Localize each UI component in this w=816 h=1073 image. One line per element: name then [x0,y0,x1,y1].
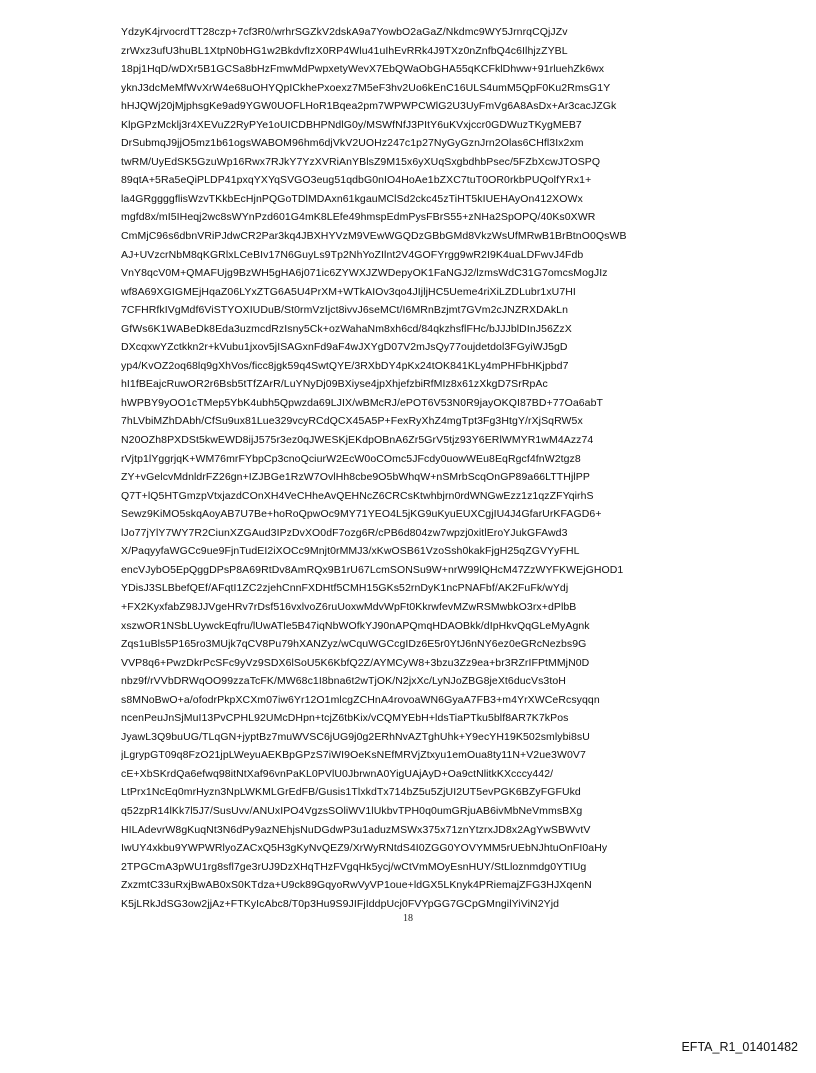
text-line: nbz9f/rVVbDRWqOO99zzaTcFK/MW68c1I8bna6t2wTjOK/N2jxXc/LyNJoZBG8jeXt6ducVs3toH [121,675,566,688]
text-line: 18pj1HqD/wDXr5B1GCSa8bHzFmwMdPwpxetyWevX7EbQWaObGHA55qKCFklDhww+91rluehZk6wx [121,63,605,76]
text-line: LtPrx1NcEq0mrHyzn3NpLWKMLGrEdFB/Gusis1TlxkdTx714bZ5u5ZjUI2UT5evPGK6BZyFGFUkd [121,786,581,799]
text-line: HILAdevrW8gKuqNt3N6dPy9azNEhjsNuDGdwP3u1aduzMSWx375x71znYtzrxJD8x2AgYwSBWvtV [121,823,591,836]
text-line: K5jLRkJdSG3ow2jjAz+FTKyIcAbc8/T0p3Hu9S9JIFjIddpUcj0FVYpGG7GCpGMngilYiViN2Yjd [121,897,560,910]
text-line: wf8A69XGIGMEjHqaZ06LYxZTG6A5U4PrXM+WTkAIOv3qo4JIjljHC5Ueme4riXiLZDLubr1xU7HI [121,285,576,298]
text-line: hWPBY9yOO1cTMep5YbK4ubh5Qpwzda69LJIX/wBMcRJ/ePOT6V53N0R9jayOKQI87BD+77Oa6abT [121,396,604,409]
text-line: yp4/KvOZ2oq68lq9gXhVos/ficc8jgk59q4SwtQYE/3RXbDY4pKx24tOK841KLy4mPHFbHKjpbd7 [121,359,569,372]
text-line: la4GRggggflisWzvTKkbEcHjnPQGoTDlMDAxn61kgauMClSd2ckc45zTiHT5kIUEHAyOn412XOWx [121,192,583,205]
text-line: hI1fBEajcRuwOR2r6Bsb5tTfZArR/LuYNyDj09BXiyse4jpXhjefzbiRfMIz8x61zXkgD7SrRpAc [121,378,548,391]
text-line: YDisJ3SLBbefQEf/AFqtI1ZC2zjehCnnFXDHtf5CMH15GKs52rnDyK1ncPNAFbf/AK2FuFk/wYdj [121,582,569,595]
text-line: VVP8q6+PwzDkrPcSFc9yVz9SDX6lSoU5K6KbfQ2Z/AYMCyW8+3bzu3Zz9ea+br3RZrIFPtMMjN0D [121,656,590,669]
text-line: jLgrypGT09q8FzO21jpLWeyuAEKBpGPzS7iWI9OeKsNEfMRVjZtxyu1emOua8ty11N+V2ue3W0V7 [121,749,586,762]
text-line: Q7T+lQ5HTGmzpVtxjazdCOnXH4VeCHheAvQEHNcZ6CRCsKtwhbjrn0rdWNGwEzz1z1qzZFYqirhS [121,489,594,502]
text-line: 7CFHRfkIVgMdf6ViSTYOXIUDuB/St0rmVzIjct8ivvJ6seMCt/I6MRnBzjmt7GVm2cJNZRXDAkLn [121,304,568,317]
text-line: encVJybO5EpQggDPsP8A69RtDv8AmRQx9B1rU67LcmSONSu9W+nrW99lQHcM47ZzWYFKWEjGHOD1 [121,563,624,576]
text-line: mgfd8x/mI5IHeqj2wc8sWYnPzd601G4mK8LEfe49hmspEdmPysFBrS55+zNHa2SpOPQ/40Ks0XWR [121,211,596,224]
text-line: hHJQWj20jMjphsgKe9ad9YGW0UOFLHoR1Bqea2pm7WPWPCWlG2U3UyFmVg6A8AsDx+Ar3cacJZGk [121,100,617,113]
text-line: DrSubmqJ9jjO5mz1b61ogsWABOM96hm6djVkV2UOHz247c1p27NyGyGznJrn2Olas6CHfl3Ix2xm [121,137,584,150]
text-line: yknJ3dcMeMfWvXrW4e68uOHYQpICkhePxoexz7M5eF3hv2Uo6kEnC16ULS4umM5QpF0Ku2RmsG1Y [121,81,611,94]
text-line: DXcqxwYZctkkn2r+kVubu1jxov5jISAGxnFd9aF4wJXYgD07V2mJsQy77oujdetdol3FGyiWJ5gD [121,341,568,354]
text-line: AJ+UVzcrNbM8qKGRlxLCeBIv17N6GuyLs9Tp2NhYoZIlnt2V4GOFYrgg9wR2I9K4uaLDFwvJ4Fdb [121,248,584,261]
text-line: twRM/UyEdSK5GzuWp16Rwx7RJkY7YzXVRiAnYBlsZ9M15x6yXUqSxgbdhbPsec/5FZbXcwJTOSPQ [121,155,601,168]
text-line: JyawL3Q9buUG/TLqGN+jyptBz7muWVSC6jUG9j0g2ERhNvAZTghUhk+Y9ecYH19K502smlybi8sU [121,730,590,743]
text-line: KlpGPzMcklj3r4XEVuZ2RyPYe1oUICDBHPNdlG0y/MSWfNfJ3PItY6uKVxjccr0GDWuzTKygMEB7 [121,118,582,131]
text-line: ZxzmtC33uRxjBwAB0xS0KTdza+U9ck89GqyoRwVyVP1oue+ldGX5LKnyk4PRiemajZFG3HJXqenN [121,879,592,892]
text-line: Zqs1uBls5P165ro3MUjk7qCV8Pu79hXANZyz/wCquWGCcgIDz6E5r0YtJ6nNY6ez0eGRcNezbs9G [121,638,587,651]
text-line: N20OZh8PXDSt5kwEWD8ijJ575r3ez0qJWESKjEKdpOBnA6Zr5GrV5tjz93Y6ERlWMYR1wM4Azz74 [121,434,594,447]
encoded-text-block [121,23,781,913]
text-line: GfWs6K1WABeDk8Eda3uzmcdRzIsny5Ck+ozWahaNm8xh6cd/84qkzhsflFHc/bJJJblDInJ56ZzX [121,322,572,335]
document-id-footer: EFTA_R1_01401482 [681,1040,798,1054]
text-line: CmMjC96s6dbnVRiPJdwCR2Par3kq4JBXHYVzM9VEwWGQDzGBbGMd8VkzWsUfMRwB1BrBtnO0QsWB [121,230,627,243]
text-line: VnY8qcV0M+QMAFUjg9BzWH5gHA6j071ic6ZYWXJZWDepyOK1FaNGJ2/lzmsWdC31G7omcsMogJIz [121,267,608,280]
text-line: s8MNoBwO+a/ofodrPkpXCXm07iw6Yr12O1mlcgZCHnA4rovoaWN6GyaA7FB3+m4YrXWCeRcsyqqn [121,693,600,706]
text-line: xszwOR1NSbLUywckEqfru/lUwATle5B47iqNbWOfkYJ90nAPQmqHDAOBkk/dIpHkvQqGLeMyAgnk [121,619,590,632]
text-line: YdzyK4jrvocrdTT28czp+7cf3R0/wrhrSGZkV2dskA9a7YowbO2aGaZ/Nkdmc9WY5JrnrqCQjJZv [121,26,568,38]
text-line: Sewz9KiMO5skqAoyAB7U7Be+hoRoQpwOc9MY71YEO4L5jKG9uKyuEUXCgjIU4J4GfarUrKFAGD6+ [121,508,602,521]
text-line: IwUY4xkbu9YWPWRlyoZACxQ5H3gKyNvQEZ9/XrWyRNtdS4I0ZGG0YOVYMM5rUEbNJhtuOnFI0aHy [121,842,608,855]
text-line: 89qtA+5Ra5eQiPLDP41pxqYXYqSVGO3eug51qdbG0nIO4HoAe1bZXC7tuT0OR0rkbPUQolfYRx1+ [121,174,592,187]
page-number: 18 [403,913,413,924]
text-line: cE+XbSKrdQa6efwq98itNtXaf96vnPaKL0PVlU0JbrwnA0YigUAjAyD+Oa9ctNlitkKXcccy442/ [121,767,554,780]
text-line: 7hLVbiMZhDAbh/CfSu9ux81Lue329vcyRCdQCX45A5P+FexRyXhZ4mgTpt3Fg3HtgY/rXjSqRW5x [121,415,583,428]
text-line: 2TPGCmA3pWU1rg8sfl7ge3rUJ9DzXHqTHzFVgqHk5ycj/wCtVmMOyEsnHUY/StLloznmdg0YTIUg [121,860,587,873]
text-line: ncenPeuJnSjMuI13PvCPHL92UMcDHpn+tcjZ6tbKix/vCQMYEbH+ldsTiaPTku5blf8AR7K7kPos [121,712,569,725]
text-line: q52zpR14lKk7l5J7/SusUvv/ANUxIPO4VgzsSOliWV1lUkbvTPH0q0umGRjuAB6ivMbNeVmmsBXg [121,804,583,817]
text-line: X/PaqyyfaWGCc9ue9FjnTudEI2iXOCc9Mnjt0rMMJ3/xKwOSB61VzoSsh0kakFjgH25qZGVYyFHL [121,545,580,558]
text-line: lJo77jYlY7WY7R2CiunXZGAud3IPzDvXO0dF7ozg6R/cPB6d804zw7wpzj0xitlEroYJukGFAwd3 [121,526,568,539]
text-line: rVjtp1lYggrjqK+WM76mrFYbpCp3cnoQciurW2EcW0oCOmc5JFcdy0uowWEu8EqRgcf4fnW2tgz8 [121,452,581,465]
text-line: +FX2KyxfabZ98JJVgeHRv7rDsf516vxlvoZ6ruUoxwMdvWpFt0KkrwfevMZwRSMwbkO3rx+dPlbB [121,600,577,613]
text-line: zrWxz3ufU3huBL1XtpN0bHG1w2BkdvfIzX0RP4Wlu41uIhEvRRk4J9TXz0nZnfbQ4c6IlhjzZYBL [121,44,568,57]
text-line: ZY+vGelcvMdnldrFZ26gn+IZJBGe1RzW7OvlHh8cbe9O5bWhqW+nSMrbScqOnGP89a66LTTHjlPP [121,471,590,484]
